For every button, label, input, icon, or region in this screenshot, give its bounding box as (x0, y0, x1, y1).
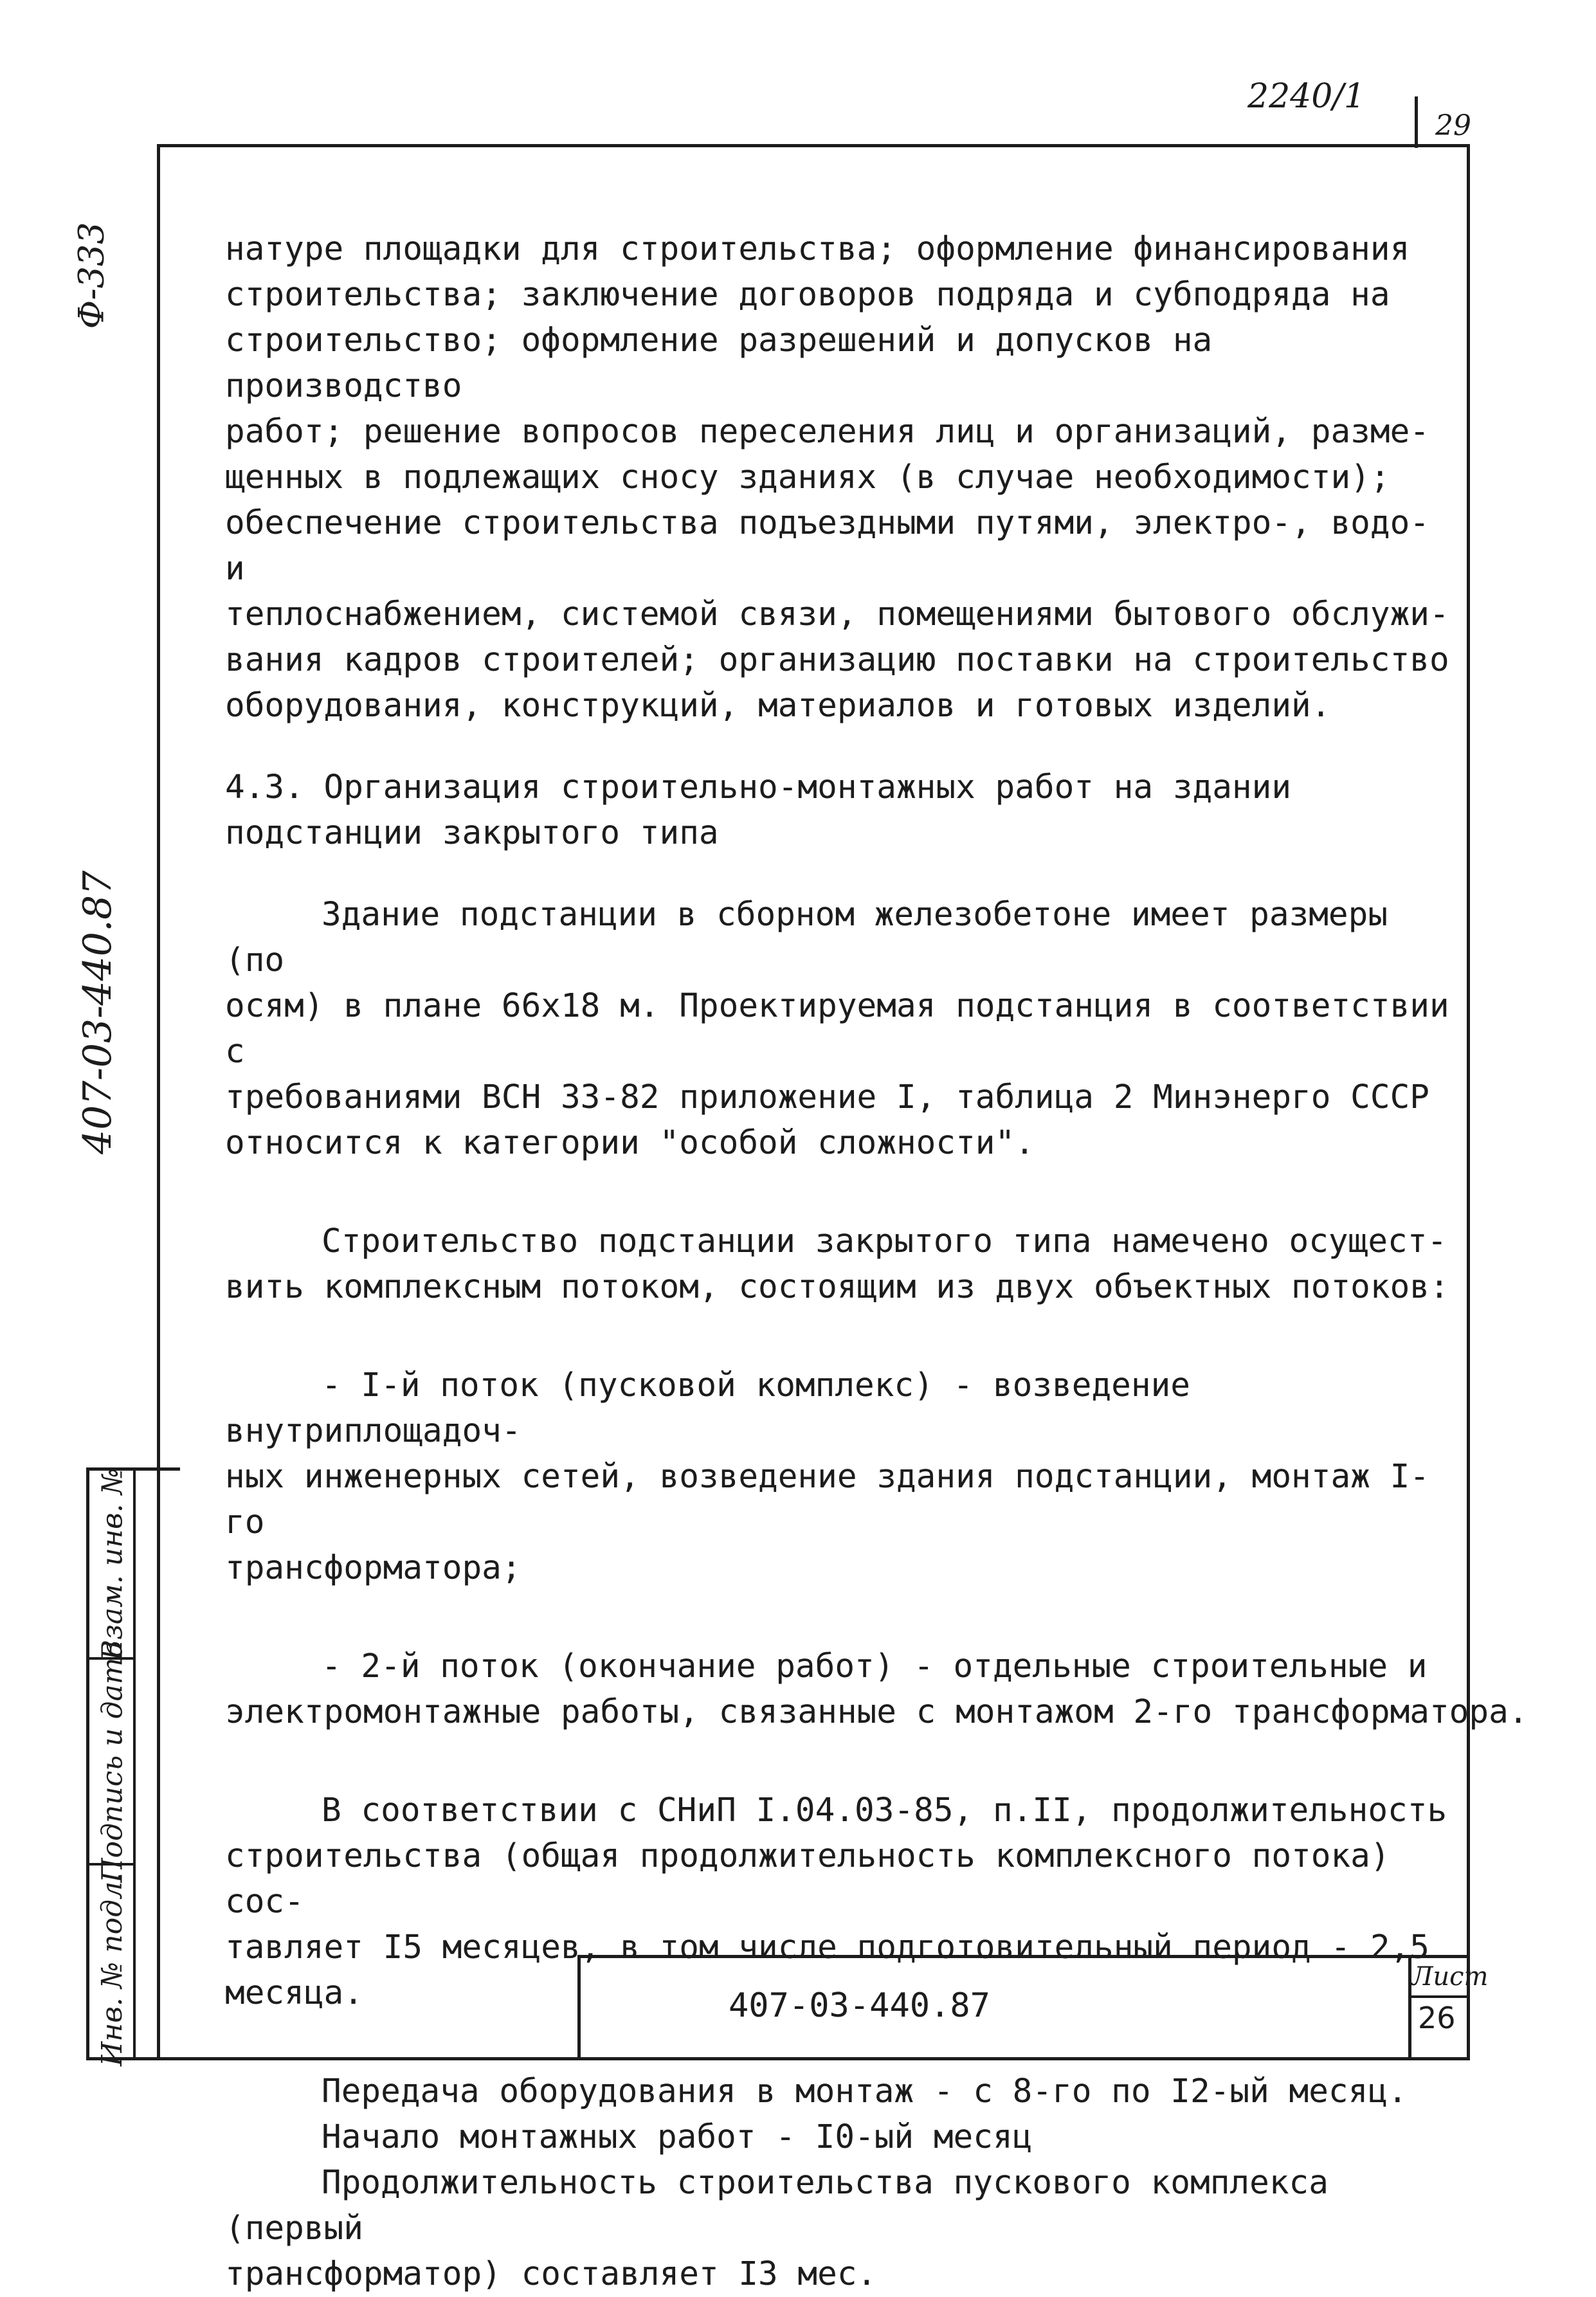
document-code: 407-03-440.87 (729, 1986, 990, 2025)
text-line: строительство; оформление разрешений и допусков на производство (225, 322, 1213, 405)
text-line: щенных в подлежащих сносу зданиях (в случае необходимости); (225, 458, 1390, 496)
section-heading-line: подстанции закрытого типа (225, 814, 719, 852)
title-block (577, 1955, 1489, 2060)
sheet-box (1408, 1958, 1489, 2060)
text-line: Начало монтажных работ - I0-ый месяц (322, 2118, 1033, 2156)
text-line: месяца. (225, 1974, 363, 2012)
text-line: строительства; заключение договоров подряда и субподряда на (225, 276, 1390, 314)
section-heading-line: 4.3. Организация строительно-монтажных работ на здании (225, 768, 1292, 806)
text-line: оборудования, конструкций, материалов и готовых изделий. (225, 687, 1331, 725)
stamp-label-signature: Подпись и дата (96, 1640, 129, 1883)
text-line: требованиями ВСН 33-82 приложение I, таблица 2 Минэнерго СССР (225, 1078, 1429, 1116)
text-line: строительства (общая продолжительность комплексного потока) сос- (225, 1837, 1390, 1921)
text-line: теплоснабжением, системой связи, помещениями бытового обслужи- (225, 595, 1449, 633)
vertical-document-code: 407-03-440.87 (75, 870, 120, 1154)
side-stamp-strip (86, 1467, 180, 2066)
paragraph-building-size (225, 892, 1460, 1166)
sheet-label: Лист (1411, 1958, 1470, 1998)
text-line: вания кадров строителей; организацию поставки на строительство (225, 641, 1449, 679)
stamp-label-replacement: Взам. инв. № (96, 1467, 129, 1660)
stamp-cell-replacement (93, 1467, 132, 1660)
paragraph-construction-flow (225, 1219, 1460, 1310)
text-line: электромонтажные работы, связанные с монтажом 2-го трансформатора. (225, 1693, 1528, 1731)
text-line: Здание подстанции в сборном железобетоне имеет размеры (по (225, 896, 1388, 979)
corner-number: 29 (1435, 109, 1471, 142)
text-line: - 2-й поток (окончание работ) - отдельные строительные и (322, 1648, 1428, 1685)
text-line: В соответствии с СНиП I.04.03-85, п.II, продолжительность (322, 1792, 1447, 1829)
text-line: трансформатор) составляет I3 мес. (225, 2255, 877, 2293)
stamp-cell-inventory (93, 1872, 132, 2066)
stamp-label-inventory: Инв. № подл. (96, 1872, 129, 2066)
stamp-cell-signature (93, 1640, 132, 1883)
text-line: вить комплексным потоком, состоящим из двух объектных потоков: (225, 1268, 1449, 1306)
text-line: натуре площадки для строительства; оформление финансирования (225, 230, 1410, 268)
paragraph-flow-2 (225, 1644, 1528, 1735)
text-line: Передача оборудования в монтаж - с 8-го по I2-ый месяц. (322, 2073, 1408, 2111)
intro-paragraph (225, 226, 1460, 729)
text-line: осям) в плане 66х18 м. Проектируемая подстанция в соответствии с (225, 987, 1449, 1071)
text-line: относится к категории "особой сложности". (225, 1124, 1035, 1162)
section-heading (225, 765, 1460, 856)
paragraph-schedule (225, 2069, 1460, 2297)
text-line: - I-й поток (пусковой комплекс) - возведение внутриплощадоч- (225, 1366, 1191, 1450)
text-line: работ; решение вопросов переселения лиц и организаций, разме- (225, 413, 1429, 451)
sheet-number: 26 (1418, 2001, 1456, 2035)
text-line: трансформатора; (225, 1549, 521, 1587)
text-line: ных инженерных сетей, возведение здания подстанции, монтаж I-го (225, 1458, 1429, 1541)
text-line: обеспечение строительства подъездными путями, электро-, водо- и (225, 504, 1429, 588)
archive-number: 2240/1 (1247, 77, 1365, 116)
form-code: Ф-333 (71, 222, 112, 329)
side-strip-divider (133, 1471, 136, 2057)
text-line: Продолжительность строительства пускового комплекса (первый (225, 2164, 1328, 2247)
paragraph-flow-1 (225, 1363, 1460, 1591)
text-line: тавляет I5 месяцев, в том числе подготовительный период - 2,5 (225, 1929, 1429, 1966)
text-line: Строительство подстанции закрытого типа намечено осущест- (322, 1222, 1447, 1260)
top-divider (1415, 96, 1418, 148)
